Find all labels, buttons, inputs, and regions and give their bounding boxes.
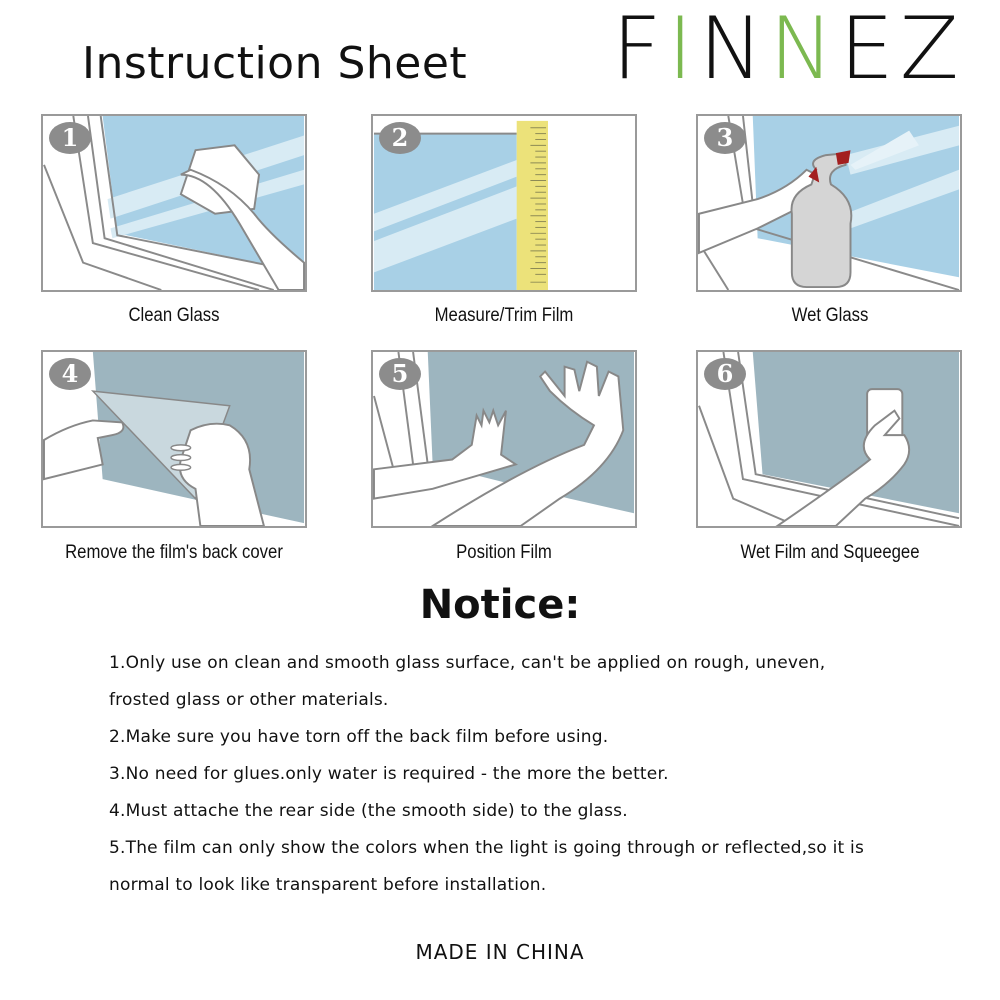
brand-letter: F	[612, 0, 668, 99]
page-title: Instruction Sheet	[82, 38, 468, 89]
step-number-badge: 4	[49, 358, 91, 390]
step-number-badge: 2	[379, 122, 421, 154]
notice-line: 3.No need for glues.only water is required - the more the better.	[109, 764, 669, 784]
notice-title: Notice:	[419, 582, 581, 628]
made-in-label: MADE IN CHINA	[415, 940, 585, 964]
brand-logo	[612, 0, 965, 99]
step-caption: Clean Glass	[128, 305, 220, 326]
step-number-badge: 1	[49, 122, 91, 154]
notice-line: 5.The film can only show the colors when the light is going through or reflected,so it is	[109, 838, 865, 858]
brand-letter: N	[769, 0, 840, 99]
brand-letter: N	[698, 0, 770, 99]
notice-line: 4.Must attache the rear side (the smooth side) to the glass.	[109, 801, 628, 821]
step-5-panel	[371, 350, 637, 528]
brand-letter: Z	[899, 0, 965, 99]
step-number-badge: 6	[704, 358, 746, 390]
step-caption: Remove the film's back cover	[65, 542, 283, 563]
step-1-panel	[41, 114, 307, 292]
notice-line: 1.Only use on clean and smooth glass surface, can't be applied on rough, uneven,	[109, 653, 826, 673]
brand-letter: E	[839, 0, 900, 99]
step-6-panel	[696, 350, 962, 528]
step-caption: Position Film	[456, 542, 552, 563]
step-caption: Wet Film and Squeegee	[740, 542, 920, 563]
notice-line: frosted glass or other materials.	[109, 690, 389, 710]
step-2-panel	[371, 114, 637, 292]
step-3-panel	[696, 114, 962, 292]
notice-line: 2.Make sure you have torn off the back film before using.	[109, 727, 609, 747]
step-number-badge: 3	[704, 122, 746, 154]
step-number-badge: 5	[379, 358, 421, 390]
step-4-panel	[41, 350, 307, 528]
brand-letter: I	[667, 0, 699, 99]
step-caption: Measure/Trim Film	[434, 305, 574, 326]
notice-line: normal to look like transparent before installation.	[109, 875, 547, 895]
step-caption: Wet Glass	[791, 305, 869, 326]
